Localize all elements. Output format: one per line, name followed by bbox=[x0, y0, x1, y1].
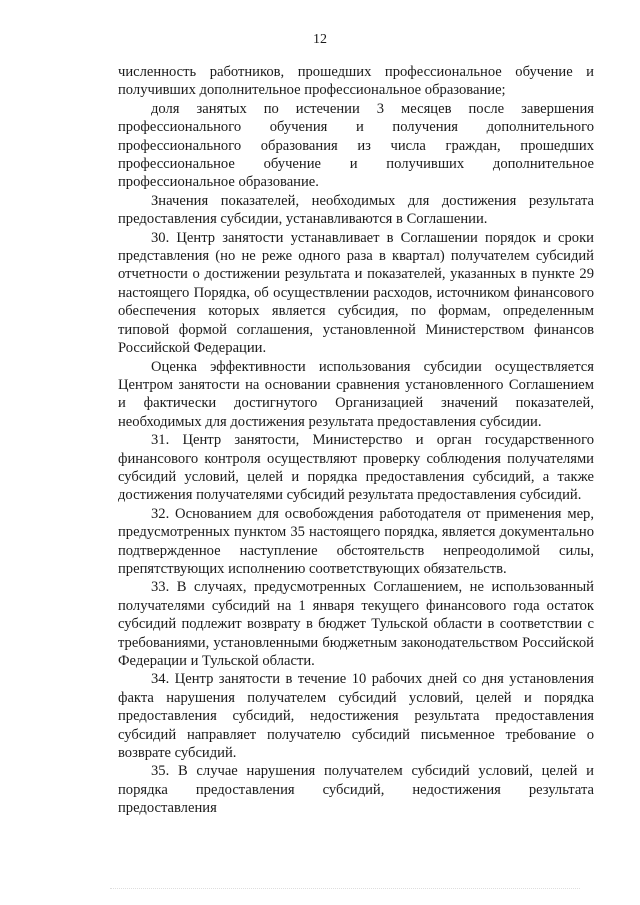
paragraph: 31. Центр занятости, Министерство и орган государственного финансового контроля осуществляют проверку соблюдения получателями субсидий условий, целей и порядка предоставления субсидий, а также достижения получателями субсидий результата предоставления субсидий. bbox=[118, 432, 594, 504]
paragraph: 34. Центр занятости в течение 10 рабочих дней со дня установления факта нарушения получателем субсидий условий, целей и порядка предоставления субсидий, недостижения результата предоставления субсидий направляет получателю субсидий письменное требование о возврате субсидий. bbox=[118, 671, 594, 762]
document-body bbox=[118, 63, 594, 818]
paragraph: доля занятых по истечении 3 месяцев после завершения профессионального обучения и получения дополнительного профессионального образования из числа граждан, прошедших профессиональное обучение и получивших дополнительное профессиональное образование. bbox=[118, 100, 594, 191]
paragraph: 35. В случае нарушения получателем субсидий условий, целей и порядка предоставления субсидий, недостижения результата предоставления bbox=[118, 763, 594, 817]
paragraph: 30. Центр занятости устанавливает в Соглашении порядок и сроки представления (но не реже одного раза в квартал) получателем субсидий отчетности о достижении результата и показателей, указанных в пункте 29 настоящего Порядка, об осуществлении расходов, источником финансового обеспечения которых является субсидия, по формам, определенным типовой формой соглашения, установленной Министерством финансов Российской Федерации. bbox=[118, 229, 594, 357]
paragraph: 33. В случаях, предусмотренных Соглашением, не использованный получателями субсидий на 1 января текущего финансового года остаток субсидий подлежит возврату в бюджет Тульской области в соответствии с требованиями, установленными бюджетным законодательством Российской Федерации и Тульской области. bbox=[118, 579, 594, 669]
paragraph: 32. Основанием для освобождения работодателя от применения мер, предусмотренных пунктом 35 настоящего порядка, является документально подтвержденное наступление обстоятельств непреодолимой силы, препятствующих исполнению соответствующих обязательств. bbox=[118, 505, 594, 577]
paragraph: Оценка эффективности использования субсидии осуществляется Центром занятости на основании сравнения установленного Соглашением и фактически достигнутого Организацией значений показателей, необходимых для достижения результата предоставления субсидии. bbox=[118, 358, 594, 430]
scan-footer-artifact bbox=[110, 888, 580, 892]
page-number: 12 bbox=[313, 32, 327, 47]
paragraph: численность работников, прошедших профессиональное обучение и получивших дополнительное профессиональное образование; bbox=[118, 64, 594, 99]
paragraph: Значения показателей, необходимых для достижения результата предоставления субсидии, устанавливаются в Соглашении. bbox=[118, 192, 594, 228]
